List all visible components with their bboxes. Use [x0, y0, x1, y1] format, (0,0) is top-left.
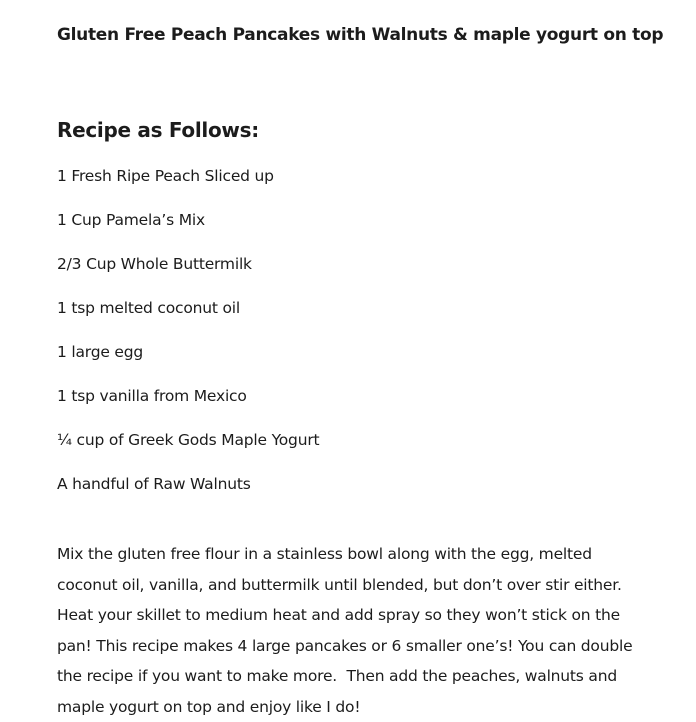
- ingredient-line-egg: 1 large egg: [57, 343, 144, 361]
- recipe-title: Gluten Free Peach Pancakes with Walnuts & maple yogurt on top: [57, 25, 664, 45]
- ingredient-line-maple-yogurt: ¼ cup of Greek Gods Maple Yogurt: [57, 431, 320, 449]
- ingredient-line-pamelas-mix: 1 Cup Pamela’s Mix: [57, 211, 205, 229]
- ingredient-line-coconut-oil: 1 tsp melted coconut oil: [57, 299, 240, 317]
- section-heading: Recipe as Follows:: [57, 118, 259, 142]
- ingredient-line-walnuts: A handful of Raw Walnuts: [57, 475, 251, 493]
- ingredient-line-buttermilk: 2/3 Cup Whole Buttermilk: [57, 255, 252, 273]
- ingredient-list: [57, 166, 656, 494]
- ingredient-line-peach: 1 Fresh Ripe Peach Sliced up: [57, 167, 274, 185]
- ingredient-line-vanilla: 1 tsp vanilla from Mexico: [57, 387, 247, 405]
- instructions-paragraph: Mix the gluten free flour in a stainless bowl along with the egg, melted coconut oil, vanilla, and buttermilk until blended, but don’t over stir either. Heat your skillet to medium heat and add spray so they won’t stick on the pan! This recipe makes 4 large pancakes or 6 smaller one’s! You can double the recipe if you want to make more. Then add the peaches, walnuts and maple yogurt on top and enjoy like I do!: [57, 545, 638, 716]
